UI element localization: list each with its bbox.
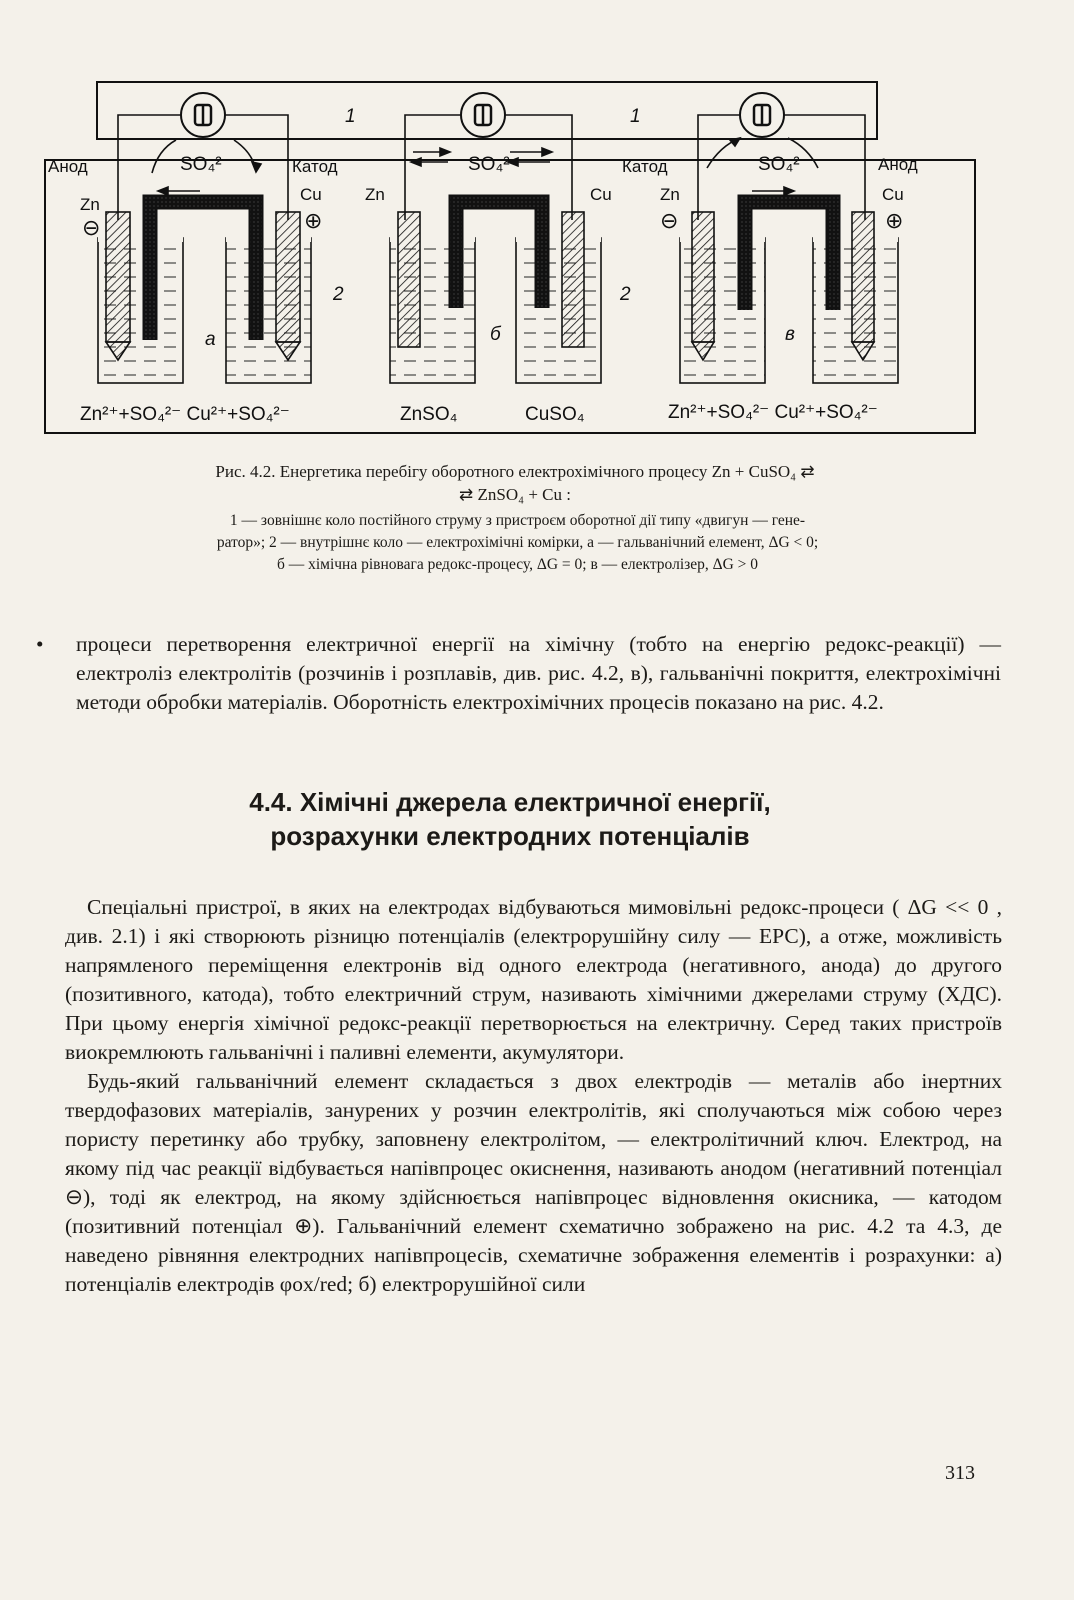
cell-v <box>680 202 898 383</box>
label-bottom-b-right: CuSO₄ <box>525 404 585 425</box>
label-cathode-a: Катод <box>292 157 338 176</box>
page-number: 313 <box>945 1462 975 1484</box>
caption-line-1: Рис. 4.2. Енергетика перебігу оборотного електрохімічного процесу Zn + CuSO₄ ⇄ <box>215 462 815 481</box>
label-cu-a: Cu <box>300 185 322 204</box>
label-zn-a: Zn <box>80 195 100 214</box>
label-letter-a: а <box>205 329 216 350</box>
label-num1-right: 1 <box>630 106 641 127</box>
label-zn-b: Zn <box>365 185 385 204</box>
label-plus-a: ⊕ <box>304 208 323 233</box>
legend-line-3: б — хімічна рівновага редокс-процесу, ΔG = 0; в — електролізер, ΔG > 0 <box>276 556 759 573</box>
label-num1-left: 1 <box>345 106 356 127</box>
meter-a <box>181 93 225 137</box>
figure-legend <box>30 510 1005 576</box>
label-letter-v: в <box>785 324 795 345</box>
label-sulfate-v: SO₄²⁻ <box>758 154 810 175</box>
section-heading <box>80 785 940 853</box>
label-minus-v: ⊖ <box>660 208 679 233</box>
legend-line-2: ратор»; 2 — внутрішнє коло — електрохімічні комірки, а — гальванічний елемент, ΔG < 0; <box>216 534 819 551</box>
label-letter-b: б <box>490 324 501 345</box>
body-text <box>65 893 1002 1299</box>
label-sulfate-b: SO₄²⁻ <box>468 154 520 175</box>
heading-line-1: 4.4. Хімічні джерела електричної енергії, <box>249 787 771 817</box>
heading-line-2: розрахунки електродних потенціалів <box>270 821 750 851</box>
legend-line-1: 1 — зовнішнє коло постійного струму з пристроєм оборотної дії типу «двигун — гене- <box>229 512 806 529</box>
meter-b <box>461 93 505 137</box>
label-anode-v: Анод <box>878 155 918 174</box>
label-cu-v: Cu <box>882 185 904 204</box>
label-zn-v: Zn <box>660 185 680 204</box>
label-anode-a: Анод <box>48 157 88 176</box>
cell-b <box>390 202 601 383</box>
paragraph-2: Будь-який гальванічний елемент складається з двох електродів — металів або інертних твердофазових матеріалів, занурених у розчин електролітів, які сполучаються між собою через пористу перетинку або трубку, заповнену електролітом, — електролітичний ключ. Електрод, на якому під час реакції відбувається напівпроцес окиснення, називають анодом (негативний потенціал ⊖), тоді як електрод, на якому здійснюється напівпроцес відновлення окисника, — катодом (позитивний потенціал ⊕). Гальванічний елемент схематично зображено на рис. 4.2 та 4.3, де наведено рівняння електродних напівпроцесів, схематичне зображення елементів і розрахунки: а) потенціалів електродів φox/red; б) електрорушійної сили <box>65 1069 1002 1296</box>
label-minus-a: ⊖ <box>82 215 101 240</box>
label-bottom-v: Zn²⁺+SO₄²⁻ Cu²⁺+SO₄²⁻ <box>668 402 878 423</box>
label-sulfate-a: SO₄²⁻ <box>180 154 232 175</box>
bullet-symbol: • <box>36 632 44 656</box>
label-plus-v: ⊕ <box>885 208 904 233</box>
label-cu-b: Cu <box>590 185 612 204</box>
label-num2-a: 2 <box>333 284 344 305</box>
label-num2-b: 2 <box>620 284 631 305</box>
meter-v <box>740 93 784 137</box>
paragraph-1: Спеціальні пристрої, в яких на електродах відбуваються мимовільні редокс-процеси ( ΔG << 0 , див. 2.1) і які створюють різницю потенціалів (електрорушійну силу — ЕРС), а отже, можливість напрямленого переміщення електронів від одного електрода (негативного, анода) до другого (позитивного, катода), тобто електричний струм, називають хімічними джерелами струму (ХДС). При цьому енергія хімічної редокс-реакції перетворюється на електричну. Серед таких пристроїв виокремлюють гальванічні і паливні елементи, акумулятори. <box>65 895 1002 1064</box>
figure-caption <box>30 460 1000 506</box>
label-bottom-b-left: ZnSO₄ <box>400 404 458 425</box>
electrochemical-figure <box>40 60 1000 450</box>
bullet-item <box>36 630 1001 717</box>
cell-a <box>98 202 311 383</box>
caption-line-2: ⇄ ZnSO₄ + Cu : <box>459 485 571 504</box>
label-bottom-a: Zn²⁺+SO₄²⁻ Cu²⁺+SO₄²⁻ <box>80 404 290 425</box>
bullet-text: процеси перетворення електричної енергії на хімічну (тобто на енергію редокс-реакції) — електроліз електролітів (розчинів і розплавів, див. рис. 4.2, в), гальванічні покриття, електрохімічні методи обробки матеріалів. Оборотність електрохімічних процесів показано на рис. 4.2. <box>76 632 1001 714</box>
label-cathode-v: Катод <box>622 157 668 176</box>
